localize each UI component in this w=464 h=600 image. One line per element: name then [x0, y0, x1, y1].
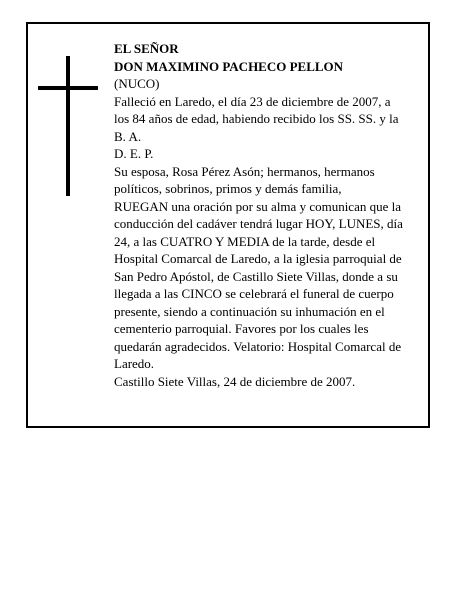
request-line: Laredo.	[114, 356, 155, 371]
cross-horizontal-bar	[38, 86, 98, 90]
family-line: políticos, sobrinos, primos y demás familia,	[114, 181, 342, 196]
family-members	[114, 163, 420, 198]
cross-icon	[38, 56, 98, 196]
death-details-line: los 84 años de edad, habiendo recibido los SS. SS. y la	[114, 111, 399, 126]
death-details-line: Falleció en Laredo, el día 23 de diciembre de 2007, a	[114, 93, 391, 109]
request-line: cementerio parroquial. Favores por los cuales les	[114, 321, 369, 336]
deceased-nickname: (NUCO)	[114, 76, 160, 91]
request-line: conducción del cadáver tendrá lugar HOY, LUNES, día	[114, 216, 403, 231]
request-line: San Pedro Apóstol, de Castillo Siete Villas, donde a su	[114, 268, 398, 284]
deceased-title: EL SEÑOR	[114, 41, 179, 56]
request-line: 24, a las CUATRO Y MEDIA de la tarde, desde el	[114, 233, 376, 249]
rest-in-peace: D. E. P.	[114, 146, 154, 161]
funeral-request	[114, 198, 420, 373]
request-line: llegada a las CINCO se celebrará el funeral de cuerpo	[114, 286, 394, 301]
death-details	[114, 93, 420, 146]
deceased-name: DON MAXIMINO PACHECO PELLON	[114, 58, 344, 74]
request-line: Hospital Comarcal de Laredo, a la iglesia parroquial de	[114, 251, 402, 266]
cross-vertical-bar	[66, 56, 70, 196]
request-line: presente, siendo a continuación su inhumación en el	[114, 303, 385, 319]
obituary-text	[114, 40, 420, 390]
family-line: Su esposa, Rosa Pérez Asón; hermanos, hermanos	[114, 163, 375, 179]
death-details-line: B. A.	[114, 128, 142, 144]
place-and-date: Castillo Siete Villas, 24 de diciembre de 2007.	[114, 373, 356, 389]
request-line: quedarán agradecidos. Velatorio: Hospital Comarcal de	[114, 338, 402, 354]
request-line: RUEGAN una oración por su alma y comunican que la	[114, 198, 402, 214]
